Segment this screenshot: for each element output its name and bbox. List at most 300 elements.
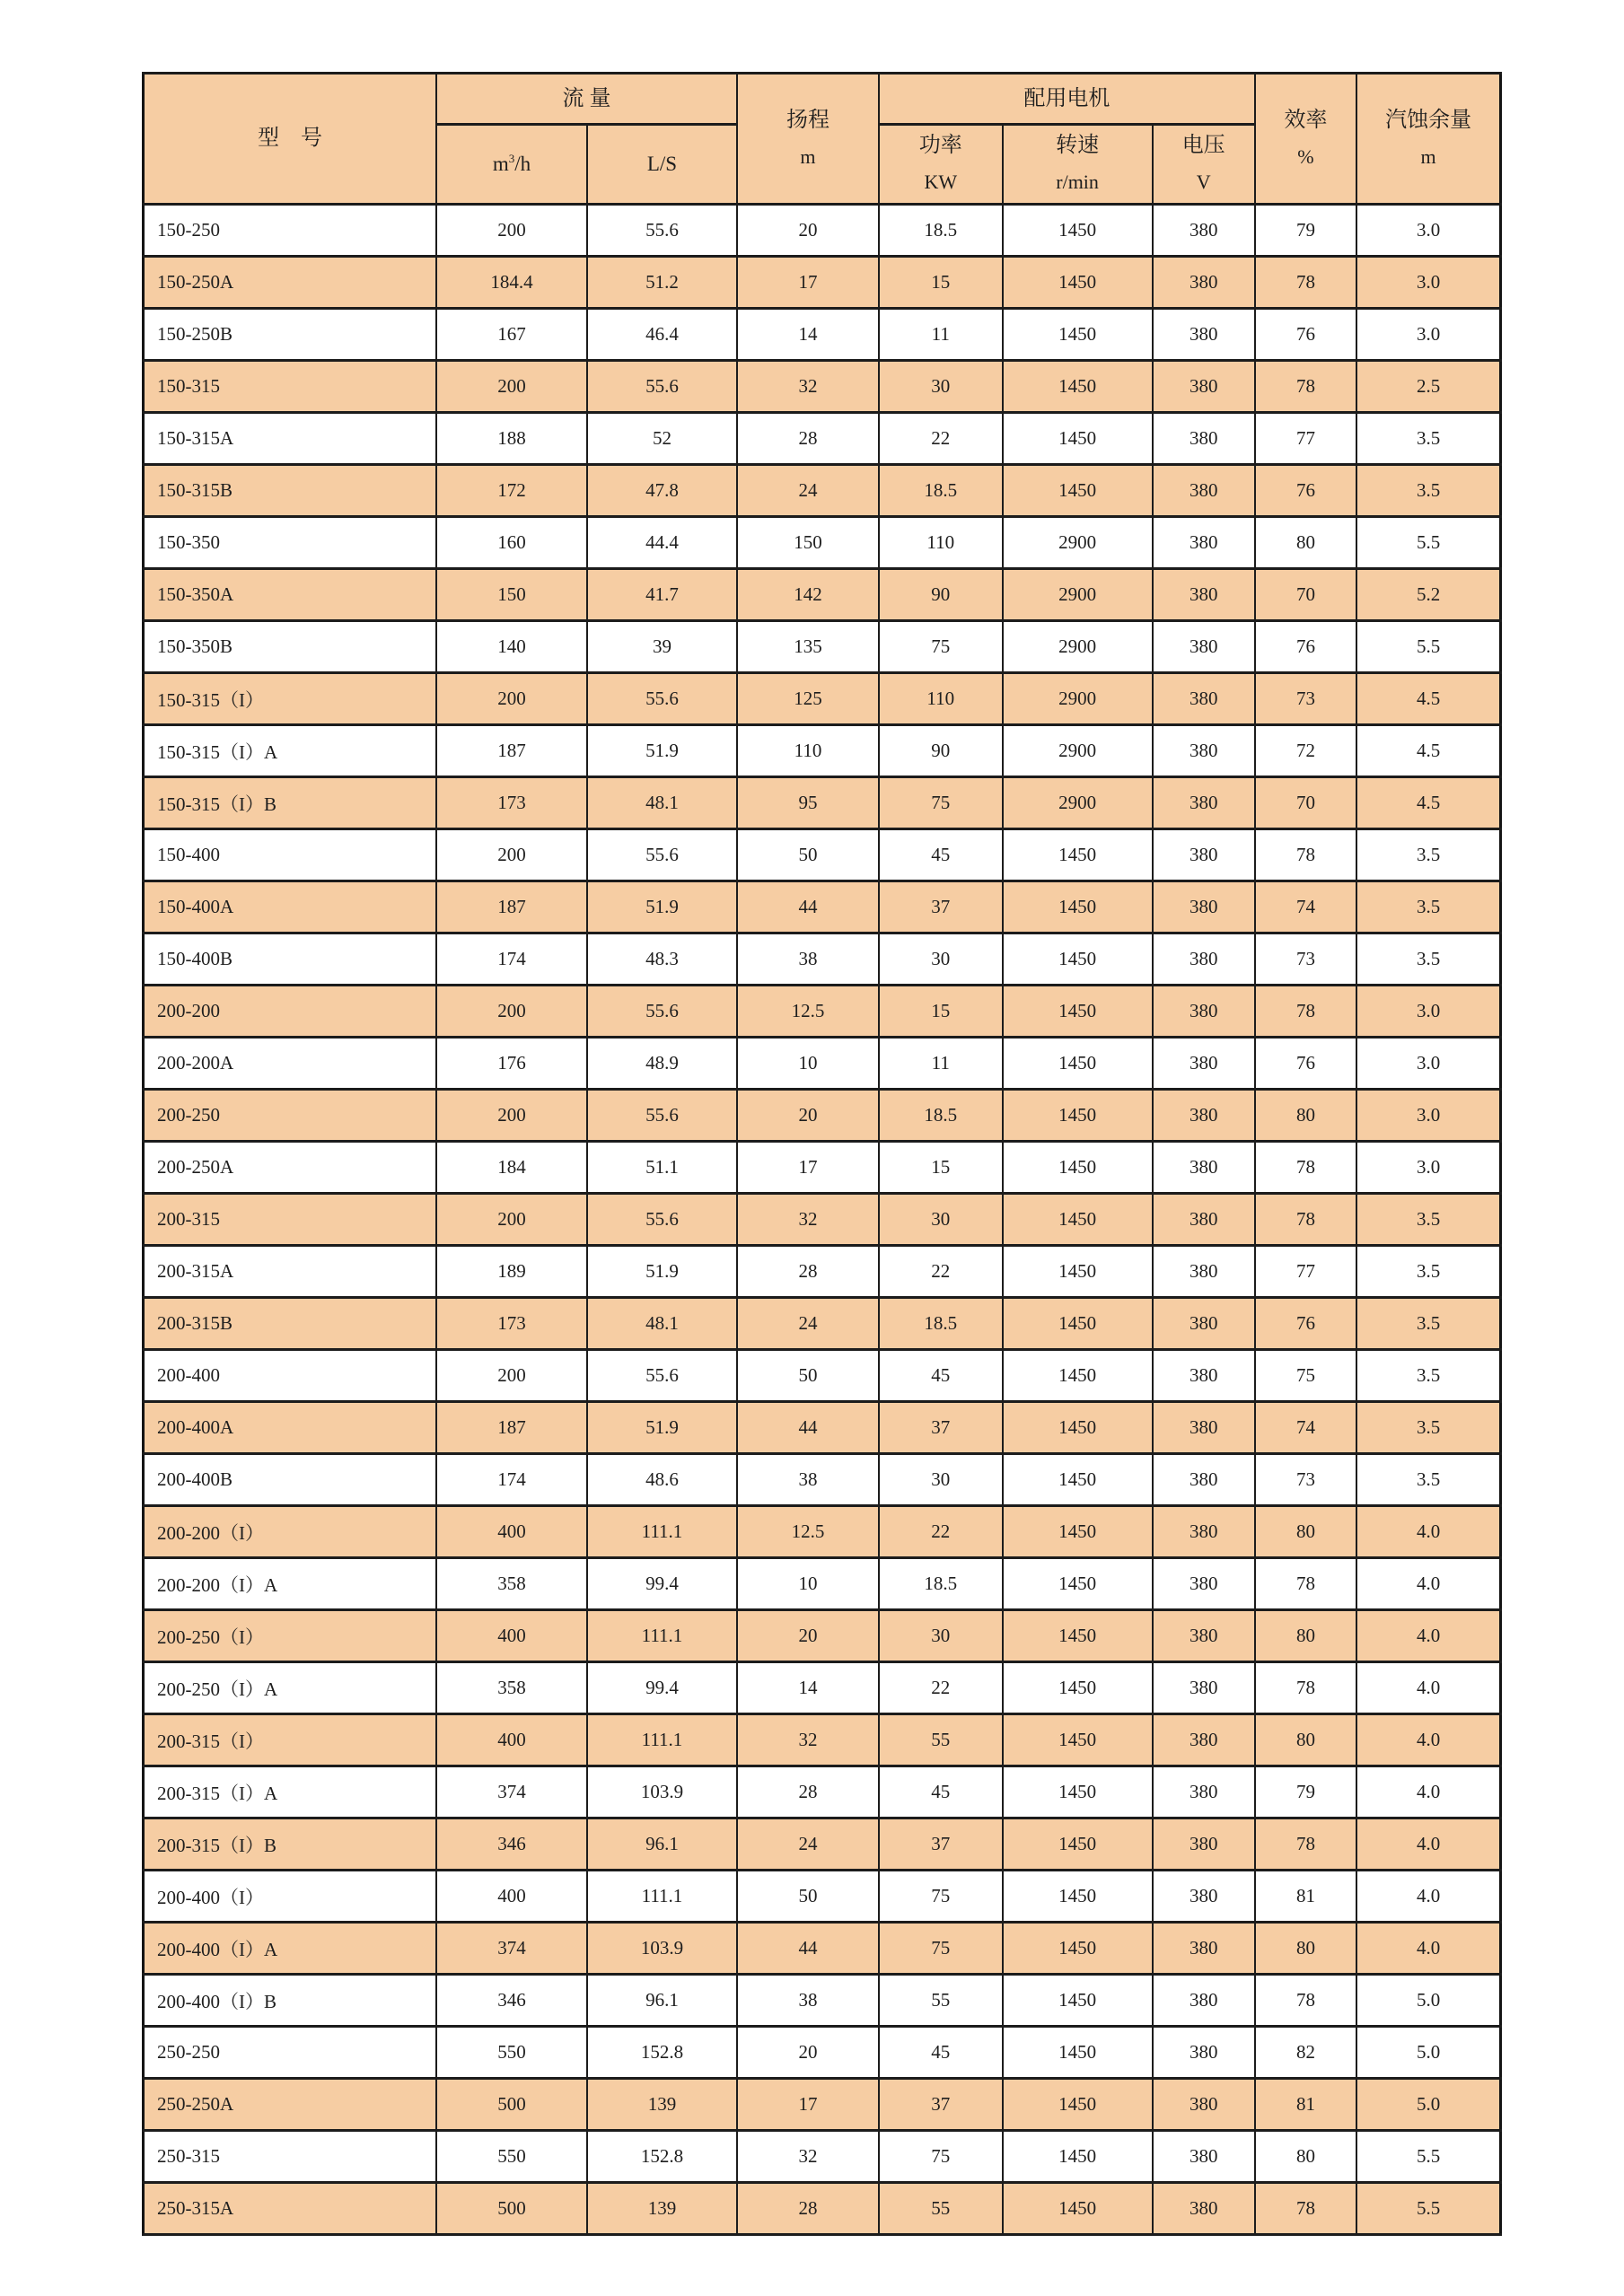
cell-model: 150-315B xyxy=(144,465,437,517)
cell-eff: 70 xyxy=(1255,569,1356,621)
table-row xyxy=(144,1142,1501,1194)
cell-rpm: 1450 xyxy=(1003,1298,1153,1350)
cell-head: 38 xyxy=(737,933,879,986)
cell-model: 200-250A xyxy=(144,1142,437,1194)
cell-head: 24 xyxy=(737,465,879,517)
table-row xyxy=(144,517,1501,569)
cell-ls: 96.1 xyxy=(587,1975,737,2027)
table-row xyxy=(144,1454,1501,1506)
cell-eff: 82 xyxy=(1255,2027,1356,2079)
cell-head: 110 xyxy=(737,725,879,777)
cell-model: 150-250A xyxy=(144,257,437,309)
cell-kw: 22 xyxy=(879,1506,1003,1558)
cell-head: 50 xyxy=(737,1871,879,1923)
cell-ls: 111.1 xyxy=(587,1506,737,1558)
col-header-flow-label: 流 量 xyxy=(562,86,611,110)
cell-model: 200-250（I）A xyxy=(144,1662,437,1714)
cell-eff: 78 xyxy=(1255,1818,1356,1871)
cell-npsh: 5.5 xyxy=(1356,2183,1500,2235)
cell-v: 380 xyxy=(1153,465,1255,517)
cell-kw: 45 xyxy=(879,1766,1003,1818)
cell-v: 380 xyxy=(1153,829,1255,881)
cell-kw: 37 xyxy=(879,1402,1003,1454)
cell-npsh: 3.0 xyxy=(1356,1090,1500,1142)
col-header-model xyxy=(144,74,437,205)
cell-kw: 90 xyxy=(879,569,1003,621)
cell-rpm: 1450 xyxy=(1003,1975,1153,2027)
cell-eff: 79 xyxy=(1255,1766,1356,1818)
cell-rpm: 2900 xyxy=(1003,569,1153,621)
cell-ls: 48.1 xyxy=(587,777,737,829)
col-header-npsh-label: 汽蚀余量 xyxy=(1385,108,1472,132)
table-row xyxy=(144,673,1501,725)
table-row xyxy=(144,1818,1501,1871)
cell-eff: 74 xyxy=(1255,881,1356,933)
table-row xyxy=(144,1558,1501,1610)
cell-model: 150-400 xyxy=(144,829,437,881)
table-row xyxy=(144,621,1501,673)
cell-ls: 55.6 xyxy=(587,361,737,413)
cell-model: 200-200（I）A xyxy=(144,1558,437,1610)
table-row xyxy=(144,1038,1501,1090)
cell-kw: 55 xyxy=(879,1714,1003,1766)
cell-v: 380 xyxy=(1153,205,1255,257)
cell-npsh: 3.5 xyxy=(1356,933,1500,986)
cell-head: 28 xyxy=(737,1766,879,1818)
cell-rpm: 1450 xyxy=(1003,1871,1153,1923)
cell-model: 150-250B xyxy=(144,309,437,361)
cell-rpm: 1450 xyxy=(1003,986,1153,1038)
cell-ls: 55.6 xyxy=(587,1194,737,1246)
cell-model: 150-315（I） xyxy=(144,673,437,725)
cell-rpm: 1450 xyxy=(1003,829,1153,881)
cell-ls: 48.1 xyxy=(587,1298,737,1350)
cell-kw: 110 xyxy=(879,673,1003,725)
cell-kw: 22 xyxy=(879,1246,1003,1298)
table-row xyxy=(144,986,1501,1038)
cell-head: 17 xyxy=(737,1142,879,1194)
cell-v: 380 xyxy=(1153,361,1255,413)
cell-npsh: 4.0 xyxy=(1356,1714,1500,1766)
cell-v: 380 xyxy=(1153,1818,1255,1871)
cell-npsh: 5.5 xyxy=(1356,621,1500,673)
cell-head: 24 xyxy=(737,1298,879,1350)
cell-head: 125 xyxy=(737,673,879,725)
cell-v: 380 xyxy=(1153,1038,1255,1090)
cell-v: 380 xyxy=(1153,1142,1255,1194)
cell-eff: 75 xyxy=(1255,1350,1356,1402)
cell-model: 200-315（I）A xyxy=(144,1766,437,1818)
cell-npsh: 3.5 xyxy=(1356,1402,1500,1454)
cell-model: 150-315（I）A xyxy=(144,725,437,777)
cell-eff: 78 xyxy=(1255,1975,1356,2027)
cell-m3h: 200 xyxy=(436,361,587,413)
col-header-efficiency xyxy=(1255,74,1356,205)
cell-m3h: 400 xyxy=(436,1610,587,1662)
cell-m3h: 160 xyxy=(436,517,587,569)
cell-npsh: 3.5 xyxy=(1356,1298,1500,1350)
cell-kw: 75 xyxy=(879,2131,1003,2183)
cell-v: 380 xyxy=(1153,517,1255,569)
cell-rpm: 1450 xyxy=(1003,2131,1153,2183)
cell-rpm: 1450 xyxy=(1003,1610,1153,1662)
table-row xyxy=(144,1766,1501,1818)
cell-npsh: 5.0 xyxy=(1356,2027,1500,2079)
cell-head: 28 xyxy=(737,2183,879,2235)
cell-eff: 73 xyxy=(1255,673,1356,725)
cell-eff: 80 xyxy=(1255,1610,1356,1662)
cell-ls: 111.1 xyxy=(587,1871,737,1923)
cell-head: 50 xyxy=(737,829,879,881)
cell-v: 380 xyxy=(1153,1506,1255,1558)
cell-model: 150-250 xyxy=(144,205,437,257)
cell-m3h: 358 xyxy=(436,1662,587,1714)
cell-kw: 37 xyxy=(879,881,1003,933)
cell-rpm: 2900 xyxy=(1003,777,1153,829)
table-row xyxy=(144,1298,1501,1350)
cell-eff: 73 xyxy=(1255,933,1356,986)
cell-rpm: 1450 xyxy=(1003,309,1153,361)
cell-kw: 18.5 xyxy=(879,1090,1003,1142)
cell-head: 20 xyxy=(737,1090,879,1142)
cell-m3h: 550 xyxy=(436,2027,587,2079)
cell-ls: 52 xyxy=(587,413,737,465)
cell-head: 150 xyxy=(737,517,879,569)
cell-m3h: 550 xyxy=(436,2131,587,2183)
cell-ls: 103.9 xyxy=(587,1923,737,1975)
cell-ls: 41.7 xyxy=(587,569,737,621)
table-row xyxy=(144,1662,1501,1714)
cell-head: 12.5 xyxy=(737,986,879,1038)
cell-kw: 110 xyxy=(879,517,1003,569)
cell-model: 150-315 xyxy=(144,361,437,413)
cell-head: 44 xyxy=(737,1923,879,1975)
cell-head: 14 xyxy=(737,309,879,361)
cell-rpm: 2900 xyxy=(1003,517,1153,569)
cell-npsh: 3.0 xyxy=(1356,1142,1500,1194)
cell-npsh: 3.0 xyxy=(1356,205,1500,257)
cell-head: 38 xyxy=(737,1975,879,2027)
cell-npsh: 5.5 xyxy=(1356,2131,1500,2183)
cell-m3h: 174 xyxy=(436,1454,587,1506)
cell-head: 10 xyxy=(737,1558,879,1610)
cell-eff: 79 xyxy=(1255,205,1356,257)
cell-head: 32 xyxy=(737,2131,879,2183)
cell-m3h: 200 xyxy=(436,205,587,257)
cell-model: 250-315 xyxy=(144,2131,437,2183)
table-row xyxy=(144,829,1501,881)
table-row xyxy=(144,1090,1501,1142)
col-header-npsh-unit: m xyxy=(1420,145,1436,168)
cell-model: 250-250 xyxy=(144,2027,437,2079)
cell-model: 200-200A xyxy=(144,1038,437,1090)
cell-kw: 30 xyxy=(879,1610,1003,1662)
cell-m3h: 150 xyxy=(436,569,587,621)
cell-rpm: 2900 xyxy=(1003,621,1153,673)
table-row xyxy=(144,309,1501,361)
col-header-power-unit: KW xyxy=(924,171,958,193)
cell-npsh: 5.2 xyxy=(1356,569,1500,621)
cell-rpm: 1450 xyxy=(1003,1194,1153,1246)
cell-v: 380 xyxy=(1153,1350,1255,1402)
table-row xyxy=(144,1610,1501,1662)
cell-m3h: 176 xyxy=(436,1038,587,1090)
cell-kw: 30 xyxy=(879,1454,1003,1506)
table-row xyxy=(144,777,1501,829)
col-header-motor-label: 配用电机 xyxy=(1023,86,1110,110)
cell-head: 50 xyxy=(737,1350,879,1402)
cell-m3h: 200 xyxy=(436,986,587,1038)
cell-m3h: 200 xyxy=(436,1350,587,1402)
cell-model: 150-400A xyxy=(144,881,437,933)
cell-m3h: 346 xyxy=(436,1818,587,1871)
cell-kw: 15 xyxy=(879,257,1003,309)
cell-v: 380 xyxy=(1153,1246,1255,1298)
cell-rpm: 2900 xyxy=(1003,725,1153,777)
cell-kw: 37 xyxy=(879,1818,1003,1871)
cell-v: 380 xyxy=(1153,986,1255,1038)
cell-npsh: 3.5 xyxy=(1356,829,1500,881)
cell-rpm: 1450 xyxy=(1003,1454,1153,1506)
cell-npsh: 3.5 xyxy=(1356,1246,1500,1298)
cell-eff: 76 xyxy=(1255,1298,1356,1350)
cell-model: 150-400B xyxy=(144,933,437,986)
cell-m3h: 200 xyxy=(436,1194,587,1246)
col-header-flow xyxy=(436,74,737,125)
table-row xyxy=(144,2079,1501,2131)
cell-eff: 78 xyxy=(1255,829,1356,881)
cell-v: 380 xyxy=(1153,1714,1255,1766)
cell-model: 250-250A xyxy=(144,2079,437,2131)
cell-ls: 48.6 xyxy=(587,1454,737,1506)
cell-rpm: 1450 xyxy=(1003,1402,1153,1454)
cell-npsh: 3.0 xyxy=(1356,309,1500,361)
cell-eff: 80 xyxy=(1255,517,1356,569)
cell-npsh: 4.5 xyxy=(1356,777,1500,829)
cell-m3h: 400 xyxy=(436,1871,587,1923)
cell-head: 32 xyxy=(737,1194,879,1246)
cell-rpm: 1450 xyxy=(1003,205,1153,257)
cell-rpm: 1450 xyxy=(1003,881,1153,933)
cell-kw: 37 xyxy=(879,2079,1003,2131)
cell-eff: 77 xyxy=(1255,1246,1356,1298)
cell-v: 380 xyxy=(1153,1194,1255,1246)
table-row xyxy=(144,1714,1501,1766)
cell-npsh: 3.5 xyxy=(1356,465,1500,517)
cell-kw: 75 xyxy=(879,777,1003,829)
cell-head: 142 xyxy=(737,569,879,621)
cell-model: 150-350B xyxy=(144,621,437,673)
cell-npsh: 3.5 xyxy=(1356,1350,1500,1402)
col-header-m3h-suffix: /h xyxy=(514,152,531,175)
cell-ls: 51.9 xyxy=(587,725,737,777)
cell-eff: 76 xyxy=(1255,465,1356,517)
cell-kw: 75 xyxy=(879,621,1003,673)
cell-ls: 44.4 xyxy=(587,517,737,569)
cell-rpm: 1450 xyxy=(1003,1090,1153,1142)
cell-ls: 51.9 xyxy=(587,1246,737,1298)
col-header-head xyxy=(737,74,879,205)
cell-ls: 96.1 xyxy=(587,1818,737,1871)
cell-model: 200-400（I） xyxy=(144,1871,437,1923)
cell-v: 380 xyxy=(1153,673,1255,725)
cell-m3h: 374 xyxy=(436,1923,587,1975)
cell-rpm: 1450 xyxy=(1003,1350,1153,1402)
cell-npsh: 4.0 xyxy=(1356,1662,1500,1714)
cell-m3h: 358 xyxy=(436,1558,587,1610)
cell-model: 200-315（I） xyxy=(144,1714,437,1766)
cell-m3h: 167 xyxy=(436,309,587,361)
cell-npsh: 4.0 xyxy=(1356,1871,1500,1923)
col-header-speed-unit: r/min xyxy=(1056,171,1099,193)
cell-head: 135 xyxy=(737,621,879,673)
cell-ls: 55.6 xyxy=(587,1090,737,1142)
col-header-ls xyxy=(587,125,737,205)
cell-v: 380 xyxy=(1153,1090,1255,1142)
col-header-power xyxy=(879,125,1003,205)
cell-ls: 55.6 xyxy=(587,986,737,1038)
cell-m3h: 189 xyxy=(436,1246,587,1298)
cell-model: 200-315A xyxy=(144,1246,437,1298)
cell-model: 200-200 xyxy=(144,986,437,1038)
col-header-m3h-sup: 3 xyxy=(508,151,515,165)
cell-head: 10 xyxy=(737,1038,879,1090)
cell-rpm: 1450 xyxy=(1003,1714,1153,1766)
cell-eff: 78 xyxy=(1255,257,1356,309)
cell-kw: 55 xyxy=(879,2183,1003,2235)
cell-m3h: 173 xyxy=(436,777,587,829)
col-header-head-unit: m xyxy=(800,145,816,168)
table-row xyxy=(144,1871,1501,1923)
cell-kw: 18.5 xyxy=(879,465,1003,517)
cell-head: 32 xyxy=(737,361,879,413)
col-header-efficiency-unit: % xyxy=(1297,145,1314,168)
cell-ls: 51.9 xyxy=(587,1402,737,1454)
cell-head: 17 xyxy=(737,257,879,309)
cell-eff: 72 xyxy=(1255,725,1356,777)
cell-eff: 78 xyxy=(1255,1558,1356,1610)
cell-model: 200-400（I）A xyxy=(144,1923,437,1975)
cell-kw: 15 xyxy=(879,1142,1003,1194)
cell-m3h: 184 xyxy=(436,1142,587,1194)
cell-npsh: 4.0 xyxy=(1356,1766,1500,1818)
col-header-npsh xyxy=(1356,74,1500,205)
cell-v: 380 xyxy=(1153,621,1255,673)
cell-model: 200-250（I） xyxy=(144,1610,437,1662)
table-row xyxy=(144,2131,1501,2183)
table-row xyxy=(144,1194,1501,1246)
cell-v: 380 xyxy=(1153,569,1255,621)
cell-model: 150-315A xyxy=(144,413,437,465)
cell-v: 380 xyxy=(1153,2027,1255,2079)
table-header xyxy=(144,74,1501,205)
cell-v: 380 xyxy=(1153,881,1255,933)
cell-ls: 99.4 xyxy=(587,1558,737,1610)
cell-npsh: 5.0 xyxy=(1356,1975,1500,2027)
cell-rpm: 2900 xyxy=(1003,673,1153,725)
cell-m3h: 200 xyxy=(436,829,587,881)
cell-v: 380 xyxy=(1153,777,1255,829)
cell-ls: 99.4 xyxy=(587,1662,737,1714)
cell-model: 200-315（I）B xyxy=(144,1818,437,1871)
table-body xyxy=(144,205,1501,2235)
cell-kw: 18.5 xyxy=(879,1558,1003,1610)
cell-npsh: 3.5 xyxy=(1356,881,1500,933)
cell-kw: 55 xyxy=(879,1975,1003,2027)
cell-v: 380 xyxy=(1153,1558,1255,1610)
cell-eff: 78 xyxy=(1255,1194,1356,1246)
cell-m3h: 184.4 xyxy=(436,257,587,309)
cell-ls: 152.8 xyxy=(587,2027,737,2079)
cell-v: 380 xyxy=(1153,309,1255,361)
cell-eff: 78 xyxy=(1255,1142,1356,1194)
cell-rpm: 1450 xyxy=(1003,1558,1153,1610)
cell-model: 200-250 xyxy=(144,1090,437,1142)
cell-eff: 81 xyxy=(1255,2079,1356,2131)
cell-m3h: 374 xyxy=(436,1766,587,1818)
cell-ls: 55.6 xyxy=(587,673,737,725)
cell-npsh: 4.0 xyxy=(1356,1923,1500,1975)
table-row xyxy=(144,1923,1501,1975)
cell-m3h: 172 xyxy=(436,465,587,517)
cell-kw: 30 xyxy=(879,361,1003,413)
cell-npsh: 4.0 xyxy=(1356,1818,1500,1871)
cell-npsh: 2.5 xyxy=(1356,361,1500,413)
cell-kw: 45 xyxy=(879,1350,1003,1402)
cell-head: 32 xyxy=(737,1714,879,1766)
cell-eff: 78 xyxy=(1255,1662,1356,1714)
cell-v: 380 xyxy=(1153,1766,1255,1818)
cell-head: 28 xyxy=(737,413,879,465)
cell-rpm: 1450 xyxy=(1003,413,1153,465)
col-header-voltage xyxy=(1153,125,1255,205)
cell-ls: 55.6 xyxy=(587,829,737,881)
table-row xyxy=(144,413,1501,465)
cell-eff: 80 xyxy=(1255,1714,1356,1766)
col-header-model-label: 型 号 xyxy=(258,127,323,151)
cell-m3h: 400 xyxy=(436,1714,587,1766)
cell-eff: 76 xyxy=(1255,621,1356,673)
cell-eff: 74 xyxy=(1255,1402,1356,1454)
table-row xyxy=(144,725,1501,777)
cell-kw: 11 xyxy=(879,309,1003,361)
col-header-power-label: 功率 xyxy=(918,134,962,158)
cell-ls: 152.8 xyxy=(587,2131,737,2183)
cell-v: 380 xyxy=(1153,2079,1255,2131)
table-row xyxy=(144,2183,1501,2235)
cell-m3h: 200 xyxy=(436,673,587,725)
cell-ls: 51.1 xyxy=(587,1142,737,1194)
cell-npsh: 5.0 xyxy=(1356,2079,1500,2131)
cell-rpm: 1450 xyxy=(1003,1506,1153,1558)
cell-npsh: 3.5 xyxy=(1356,413,1500,465)
cell-eff: 80 xyxy=(1255,1506,1356,1558)
table-row xyxy=(144,881,1501,933)
cell-head: 17 xyxy=(737,2079,879,2131)
table-row xyxy=(144,1506,1501,1558)
cell-kw: 45 xyxy=(879,829,1003,881)
cell-v: 380 xyxy=(1153,1871,1255,1923)
table-row xyxy=(144,1402,1501,1454)
cell-rpm: 1450 xyxy=(1003,1923,1153,1975)
cell-v: 380 xyxy=(1153,1402,1255,1454)
cell-model: 200-400（I）B xyxy=(144,1975,437,2027)
table-row xyxy=(144,1246,1501,1298)
table-row xyxy=(144,2027,1501,2079)
col-header-efficiency-label: 效率 xyxy=(1284,108,1328,132)
table-row xyxy=(144,465,1501,517)
cell-m3h: 346 xyxy=(436,1975,587,2027)
